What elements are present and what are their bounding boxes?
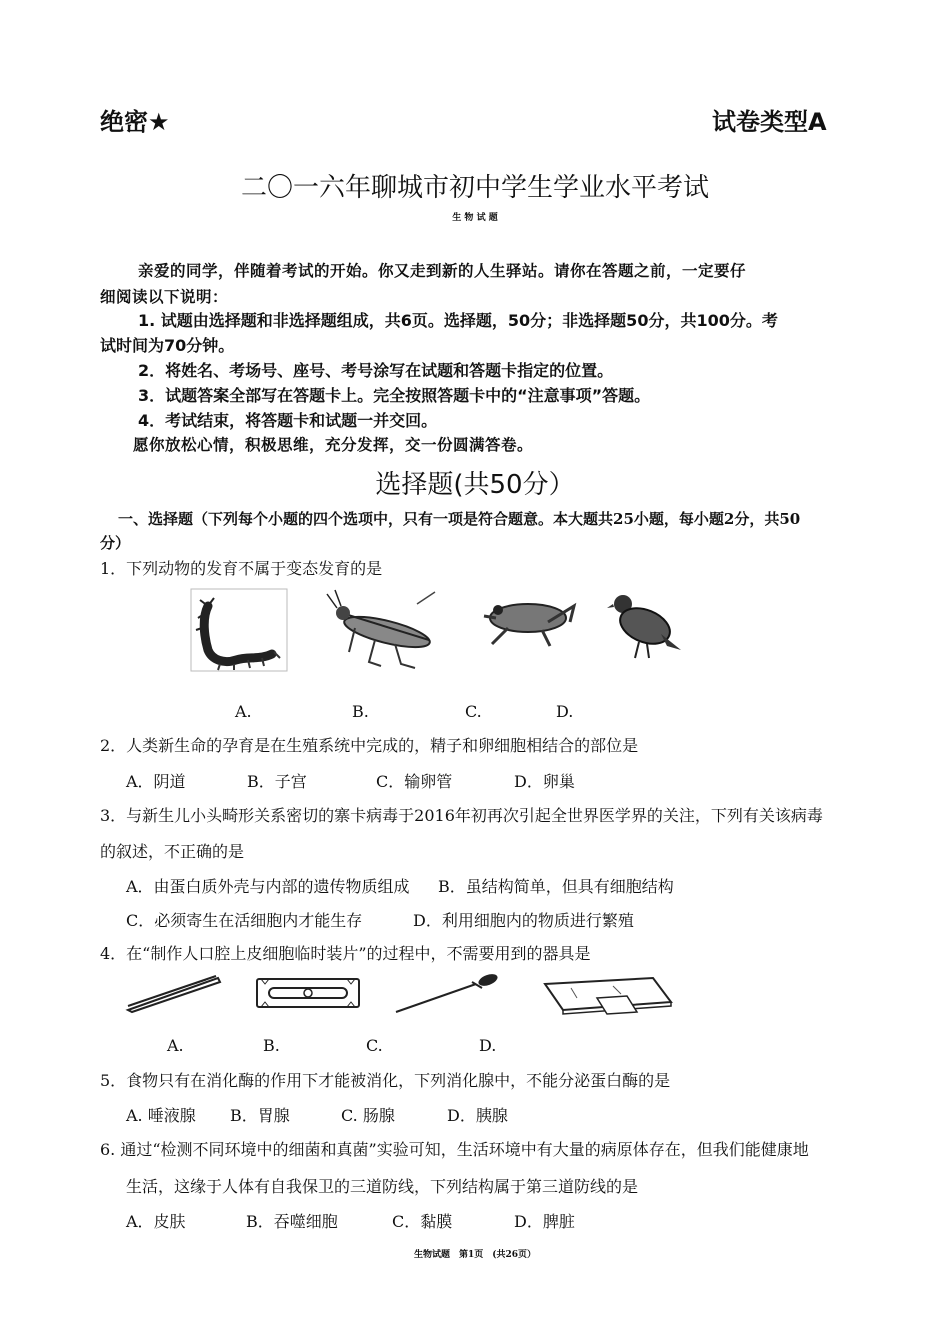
intro-wish: 愿你放松心情，积极思维，充分发挥，交一份圆满答卷。 bbox=[133, 435, 534, 454]
q1-option-c[interactable]: C. bbox=[465, 702, 482, 721]
section-title: 选择题(共50分） bbox=[375, 470, 575, 500]
q3-option-c[interactable]: C．必须寄生在活细胞内才能生存 bbox=[126, 911, 363, 930]
q2-option-a[interactable]: A．阴道 bbox=[126, 772, 186, 791]
instruction-1: 1. 试题由选择题和非选择题组成，共6页。选择题，50分；非选择题50分，共100分。考 bbox=[138, 311, 778, 330]
q5-option-b[interactable]: B．胃腺 bbox=[230, 1106, 290, 1125]
question-6-stem-cont: 生活，这缘于人体有自我保卫的三道防线，下列结构属于第三道防线的是 bbox=[126, 1177, 639, 1196]
q6-option-b[interactable]: B．吞噬细胞 bbox=[246, 1212, 338, 1231]
razor-blade-icon bbox=[255, 976, 361, 1010]
q6-option-c[interactable]: C．黏膜 bbox=[392, 1212, 453, 1231]
q3-option-d[interactable]: D．利用细胞内的物质进行繁殖 bbox=[413, 911, 634, 930]
q2-option-c[interactable]: C．输卵管 bbox=[376, 772, 453, 791]
silkworm-icon bbox=[190, 588, 288, 672]
q1-option-d[interactable]: D. bbox=[556, 702, 574, 721]
q2-option-d[interactable]: D．卵巢 bbox=[514, 772, 575, 791]
glass-slide-icon bbox=[543, 972, 673, 1020]
section-description-cont: 分） bbox=[100, 534, 131, 552]
grasshopper-icon bbox=[325, 588, 440, 670]
q2-option-b[interactable]: B．子宫 bbox=[247, 772, 307, 791]
confidential-label: 绝密★ bbox=[100, 108, 170, 136]
dropper-icon bbox=[392, 972, 502, 1016]
question-2-stem: 2．人类新生命的孕育是在生殖系统中完成的，精子和卵细胞相结合的部位是 bbox=[100, 736, 639, 755]
q5-option-d[interactable]: D．胰腺 bbox=[447, 1106, 508, 1125]
q3-option-b[interactable]: B．虽结构简单，但具有细胞结构 bbox=[438, 877, 674, 896]
q4-option-c[interactable]: C. bbox=[366, 1036, 383, 1055]
section-description: 一、选择题（下列每个小题的四个选项中，只有一项是符合题意。本大题共25小题，每小题2分，共50 bbox=[118, 510, 801, 528]
instruction-2: 2．将姓名、考场号、座号、考号涂写在试题和答题卡指定的位置。 bbox=[138, 361, 614, 380]
tweezers-icon bbox=[124, 972, 224, 1014]
question-6-stem: 6. 通过“检测不同环境中的细菌和真菌”实验可知，生活环境中有大量的病原体存在，但我们能健康地 bbox=[100, 1140, 809, 1159]
q5-option-c[interactable]: C. 肠腺 bbox=[341, 1106, 395, 1125]
paper-type-label: 试卷类型A bbox=[712, 108, 827, 136]
pigeon-icon bbox=[605, 588, 683, 662]
q5-option-a[interactable]: A. 唾液腺 bbox=[126, 1106, 196, 1125]
intro-greeting-cont: 细阅读以下说明： bbox=[100, 287, 229, 306]
question-4-stem: 4．在“制作人口腔上皮细胞临时装片”的过程中，不需要用到的器具是 bbox=[100, 944, 591, 963]
question-1-stem: 1．下列动物的发育不属于变态发育的是 bbox=[100, 559, 383, 578]
q4-option-d[interactable]: D. bbox=[479, 1036, 497, 1055]
instruction-4: 4．考试结束，将答题卡和试题一并交回。 bbox=[138, 411, 438, 430]
q4-option-b[interactable]: B. bbox=[263, 1036, 280, 1055]
q1-option-a[interactable]: A. bbox=[235, 702, 252, 721]
subject-title: 生 物 试 题 bbox=[452, 213, 498, 223]
q3-option-a[interactable]: A．由蛋白质外壳与内部的遗传物质组成 bbox=[126, 877, 410, 896]
frog-icon bbox=[478, 588, 578, 648]
q4-option-a[interactable]: A. bbox=[167, 1036, 184, 1055]
page-footer: 生物试题 第1页 (共26页） bbox=[413, 1250, 537, 1260]
question-5-stem: 5．食物只有在消化酶的作用下才能被消化，下列消化腺中，不能分泌蛋白酶的是 bbox=[100, 1071, 671, 1090]
exam-title: 二〇一六年聊城市初中学生学业水平考试 bbox=[240, 173, 709, 203]
question-3-stem-cont: 的叙述，不正确的是 bbox=[100, 842, 245, 861]
q1-option-b[interactable]: B. bbox=[352, 702, 369, 721]
question-3-stem: 3．与新生儿小头畸形关系密切的寨卡病毒于2016年初再次引起全世界医学界的关注，下列有关该病毒 bbox=[100, 806, 823, 825]
q6-option-a[interactable]: A．皮肤 bbox=[126, 1212, 186, 1231]
instruction-1-cont: 试时间为70分钟。 bbox=[100, 336, 235, 355]
intro-greeting: 亲爱的同学，伴随着考试的开始。你又走到新的人生驿站。请你在答题之前，一定要仔 bbox=[138, 261, 747, 280]
q6-option-d[interactable]: D．脾脏 bbox=[514, 1212, 575, 1231]
instruction-3: 3．试题答案全部写在答题卡上。完全按照答题卡中的“注意事项”答题。 bbox=[138, 386, 651, 405]
